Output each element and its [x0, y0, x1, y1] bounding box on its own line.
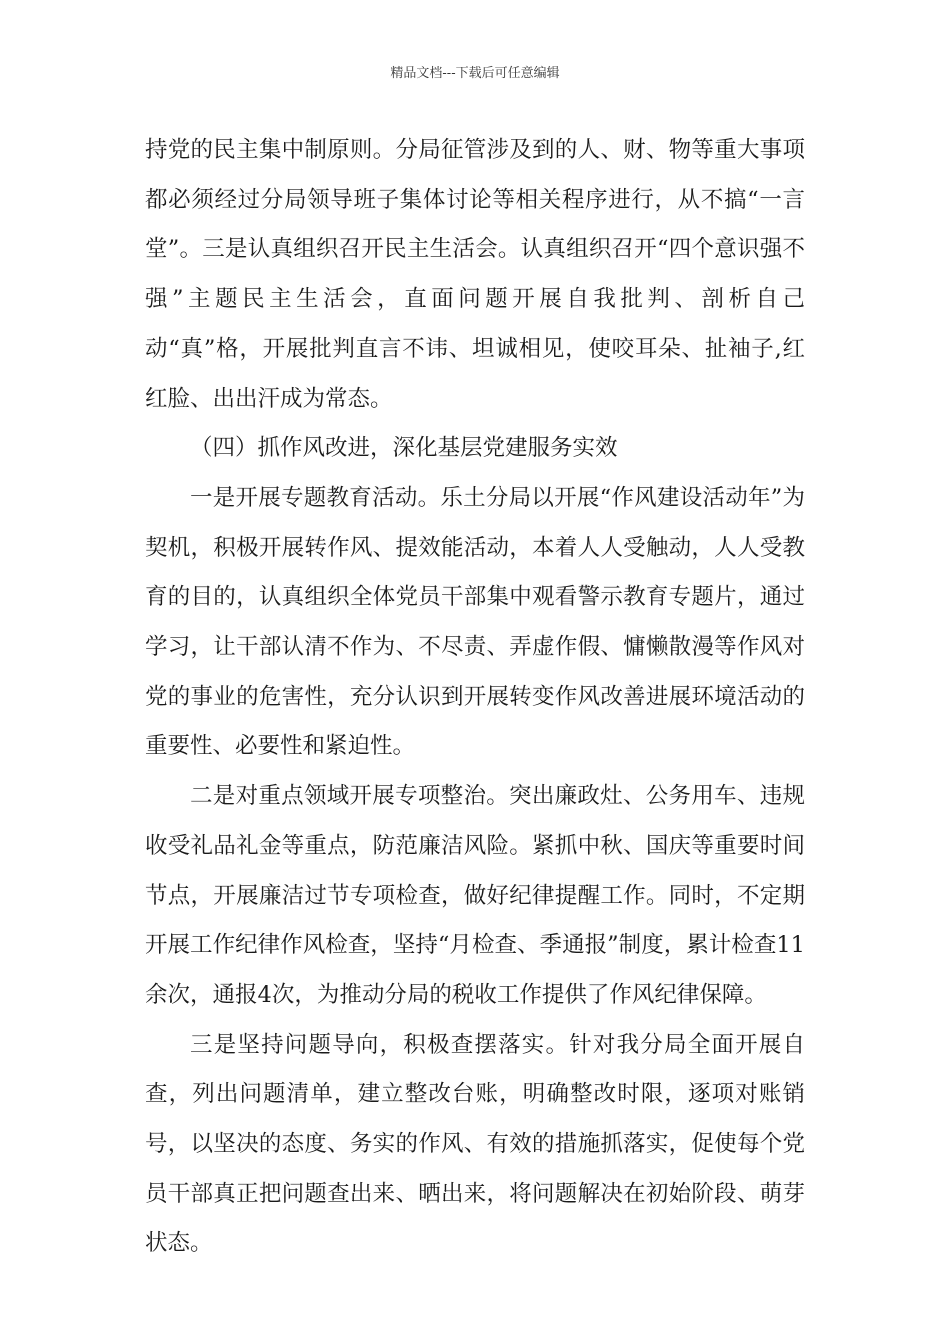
paragraph-problem-oriented: 三是坚持问题导向，积极查摆落实。针对我分局全面开展自查，列出问题清单，建立整改台账，明确整改时限，逐项对账销号，以坚决的态度、务实的作风、有效的措施抓落实，促使每个党员干部真正把问题查出来、晒出来，将问题解决在初始阶段、萌芽状态。 [145, 1031, 805, 1257]
page-header: 精品文档---下载后可任意编辑 [390, 66, 560, 81]
document-body [145, 126, 805, 1269]
paragraph-education: 一是开展专题教育活动。乐土分局以开展“作风建设活动年”为契机，积极开展转作风、提效能活动，本着人人受触动，人人受教育的目的，认真组织全体党员干部集中观看警示教育专题片，通过学习，让干部认清不作为、不尽责、弄虚作假、慵懒散漫等作风对党的事业的危害性，充分认识到开展转变作风改善进展环境活动的重要性、必要性和紧迫性。 [145, 484, 805, 760]
section-heading: （四）抓作风改进，深化基层党建服务实效 [190, 435, 618, 462]
paragraph-continuation: 持党的民主集中制原则。分局征管涉及到的人、财、物等重大事项都必须经过分局领导班子集体讨论等相关程序进行，从不搞“一言堂”。三是认真组织召开民主生活会。认真组织召开“四个意识强不强”主题民主生活会，直面问题开展自我批判、剖析自己动“真”格，开展批判直言不讳、坦诚相见，使咬耳朵、扯袖子,红红脸、出出汗成为常态。 [145, 137, 805, 412]
paragraph-rectification: 二是对重点领域开展专项整治。突出廉政灶、公务用车、违规收受礼品礼金等重点，防范廉洁风险。紧抓中秋、国庆等重要时间节点，开展廉洁过节专项检查，做好纪律提醒工作。同时，不定期开展工作纪律作风检查，坚持“月检查、季通报”制度，累计检查11余次，通报4次，为推动分局的税收工作提供了作风纪律保障。 [145, 783, 805, 1008]
